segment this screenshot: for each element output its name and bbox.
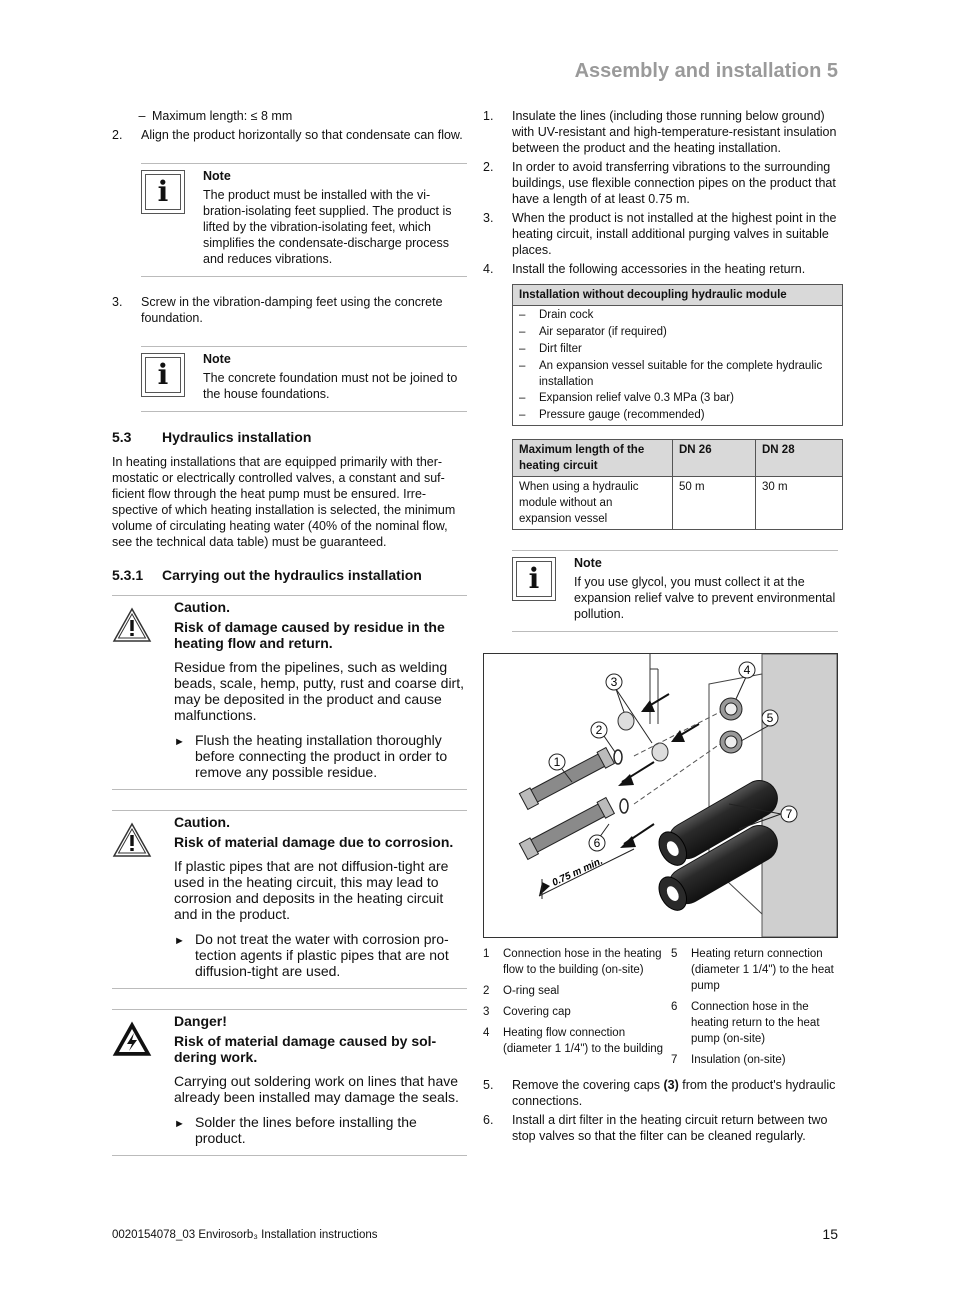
lightning-warning-icon — [112, 1021, 152, 1057]
info-icon: i — [141, 353, 185, 397]
section-heading-5-3: 5.3 Hydraulics installation — [112, 429, 312, 445]
legend-item: 2 O-ring seal — [483, 985, 560, 997]
table-header-cell: DN 26 — [673, 440, 756, 477]
warning-type: Caution. — [174, 599, 230, 615]
legend-item: 7 Insulation (on-site) — [671, 1054, 786, 1066]
note-title: Note — [203, 169, 231, 183]
step-2: 2. In order to avoid transferring vibrations to the surrounding buildings, use flexible connection pipes on the product that have a length of at least 0.75 m. — [483, 159, 843, 207]
callout-4: 4 — [743, 663, 751, 677]
warning-box-residue — [112, 595, 467, 790]
step-text: Install the following accessories in the heating return. — [512, 262, 806, 276]
section-heading-5-3-1: 5.3.1 Carrying out the hydraulics installation — [112, 567, 422, 583]
legend-item: 1 Connection hose in the heating flow to the building (on-site) — [483, 948, 662, 976]
legend-item: 3 Covering cap — [483, 1006, 571, 1018]
warning-subject: Risk of damage caused by residue in the heating flow and return. — [174, 619, 445, 651]
table-accessories — [512, 284, 843, 426]
bullet-arrow-icon: ► — [174, 1118, 185, 1130]
figure-legend — [483, 946, 843, 1073]
warning-description: If plastic pipes that are not diffusion-tight are used in the heating circuit, this may lead to corrosion and deposits in the heating circuit and in the product. — [174, 858, 449, 922]
step-text: Insulate the lines (including those running below ground) with UV-resistant and high-temperature-resistant insulation between the product and the heating installation. — [512, 109, 837, 155]
sub-item-max-length: – Maximum length: ≤ 8 mm — [138, 109, 293, 123]
note-box-glycol — [512, 550, 838, 632]
note-title: Note — [574, 556, 602, 570]
bullet-arrow-icon: ► — [174, 736, 185, 748]
warning-action — [174, 931, 467, 979]
warning-type: Caution. — [174, 814, 230, 830]
hydraulic-connection-drawing — [484, 654, 837, 937]
step-5: 5. Remove the covering caps (3) from the product's hydraulic connections. — [483, 1077, 843, 1109]
info-icon: i — [141, 170, 185, 214]
table-header: Installation without decoupling hydraulic module — [513, 285, 843, 306]
warning-action-text: Flush the heating installation thoroughly before connecting the product in order to remove any possible residue. — [195, 732, 448, 780]
warning-icon — [112, 607, 152, 643]
sub-item-text: Maximum length: ≤ 8 mm — [152, 109, 293, 123]
callout-6: 6 — [593, 836, 601, 850]
right-column — [483, 108, 843, 1144]
table-cell: 50 m — [673, 477, 756, 530]
accessories-list — [513, 306, 843, 426]
info-icon: i — [512, 557, 556, 601]
list-item: – Air separator (if required) — [519, 326, 667, 338]
left-column — [112, 108, 467, 1156]
warning-description: Residue from the pipelines, such as welding beads, scale, hemp, putty, rust and coarse dirt, may be deposited in the product and cause malfunctions. — [174, 659, 465, 723]
step-6: 6. Install a dirt filter in the heating circuit return between two stop valves so that the filter can be cleaned regularly. — [483, 1112, 843, 1144]
warning-type: Danger! — [174, 1013, 227, 1029]
step-text: Remove the covering caps (3) from the product's hydraulic connections. — [512, 1078, 836, 1108]
table-header-cell: DN 28 — [756, 440, 843, 477]
step-3: 3. Screw in the vibration-damping feet using the concrete foundation. — [112, 294, 467, 326]
callout-7: 7 — [785, 807, 793, 821]
length-dimension-label: 0.75 m min. — [550, 855, 605, 889]
warning-icon — [112, 822, 152, 858]
step-text: When the product is not installed at the highest point in the heating circuit, install additional purging valves in suitable places. — [512, 211, 837, 257]
step-4: 4. Install the following accessories in the heating return. — [483, 262, 806, 276]
danger-box-soldering — [112, 1009, 467, 1156]
footer-document-id: 0020154078_03 Envirosorb₃ Installation instructions — [112, 1229, 378, 1241]
step-text: Align the product horizontally so that condensate can flow. — [141, 128, 463, 142]
callout-1: 1 — [553, 755, 561, 769]
step-text: Install a dirt filter in the heating circuit return between two stop valves so that the filter can be cleaned regularly. — [512, 1113, 828, 1143]
table-header-cell: Maximum length of the heating circuit — [513, 440, 673, 477]
list-item: – Drain cock — [519, 309, 594, 321]
note-text: If you use glycol, you must collect it at the expansion relief valve to prevent environmental pollution. — [574, 575, 836, 621]
section-5-3-text: In heating installations that are equipped primarily with thermostatic or electrically controlled valves, a constant and sufficient flow through the heat pump must be ensured. Irrespective of which heating installation is selected, the minimum volume of circulating heating water (40% of the nominal flow, see the technical data table) must be guaranteed. — [112, 455, 456, 549]
list-item: – Dirt filter — [519, 343, 582, 355]
step-2: 2. Align the product horizontally so that condensate can flow. — [112, 128, 463, 142]
table-accessories-wrapper — [483, 284, 843, 530]
warning-action — [174, 732, 467, 780]
page-number: 15 — [822, 1226, 838, 1242]
step-3: 3. When the product is not installed at the highest point in the heating circuit, install additional purging valves in suitable places. — [483, 210, 843, 258]
list-item: – Pressure gauge (recommended) — [519, 409, 705, 421]
callout-3: 3 — [610, 675, 618, 689]
hydraulic-connection-figure — [483, 653, 838, 938]
warning-action-text: Solder the lines before installing the product. — [195, 1114, 417, 1146]
step-text: Screw in the vibration-damping feet using the concrete foundation. — [141, 295, 443, 325]
warning-subject: Risk of material damage caused by soldering work. — [174, 1033, 437, 1065]
list-item: – An expansion vessel suitable for the complete hydraulic installation — [519, 360, 823, 388]
note-text: The product must be installed with the vibration-isolating feet supplied. The product is lifted by the vibration-isolating feet, which simplifies the condensate-discharge process and reduces vibrations. — [203, 188, 452, 266]
note-box-feet — [141, 163, 467, 277]
table-cell: 30 m — [756, 477, 843, 530]
note-title: Note — [203, 352, 231, 366]
legend-item: 6 Connection hose in the heating return to the heat pump (on-site) — [671, 1001, 820, 1045]
list-item: – Expansion relief valve 0.3 MPa (3 bar) — [519, 392, 734, 404]
callout-2: 2 — [595, 723, 603, 737]
table-row — [513, 477, 843, 530]
step-1: 1. Insulate the lines (including those running below ground) with UV-resistant and high-temperature-resistant insulation between the product and the heating installation. — [483, 108, 843, 156]
bullet-arrow-icon: ► — [174, 935, 185, 947]
warning-subject: Risk of material damage due to corrosion. — [174, 834, 454, 850]
note-box-foundation — [141, 346, 467, 412]
table-cell: When using a hydraulic module without an expansion vessel — [513, 477, 673, 530]
page-header-title: Assembly and installation 5 — [574, 60, 838, 82]
table-max-length — [512, 439, 843, 530]
warning-description: Carrying out soldering work on lines that have already been installed may damage the seals. — [174, 1073, 459, 1105]
warning-action-text: Do not treat the water with corrosion protection agents if plastic pipes that are not diffusion-tight are used. — [195, 931, 449, 979]
legend-item: 4 Heating flow connection (diameter 1 1/4") to the building — [483, 1027, 664, 1055]
note-text: The concrete foundation must not be joined to the house foundations. — [203, 371, 458, 401]
step-text: In order to avoid transferring vibrations to the surrounding buildings, use flexible connection pipes on the product that have a length of at least 0.75 m. — [512, 160, 836, 206]
legend-item: 5 Heating return connection (diameter 1 1/4") to the heat pump — [671, 948, 834, 992]
warning-box-corrosion — [112, 810, 467, 989]
warning-action — [174, 1114, 467, 1146]
callout-5: 5 — [766, 711, 774, 725]
